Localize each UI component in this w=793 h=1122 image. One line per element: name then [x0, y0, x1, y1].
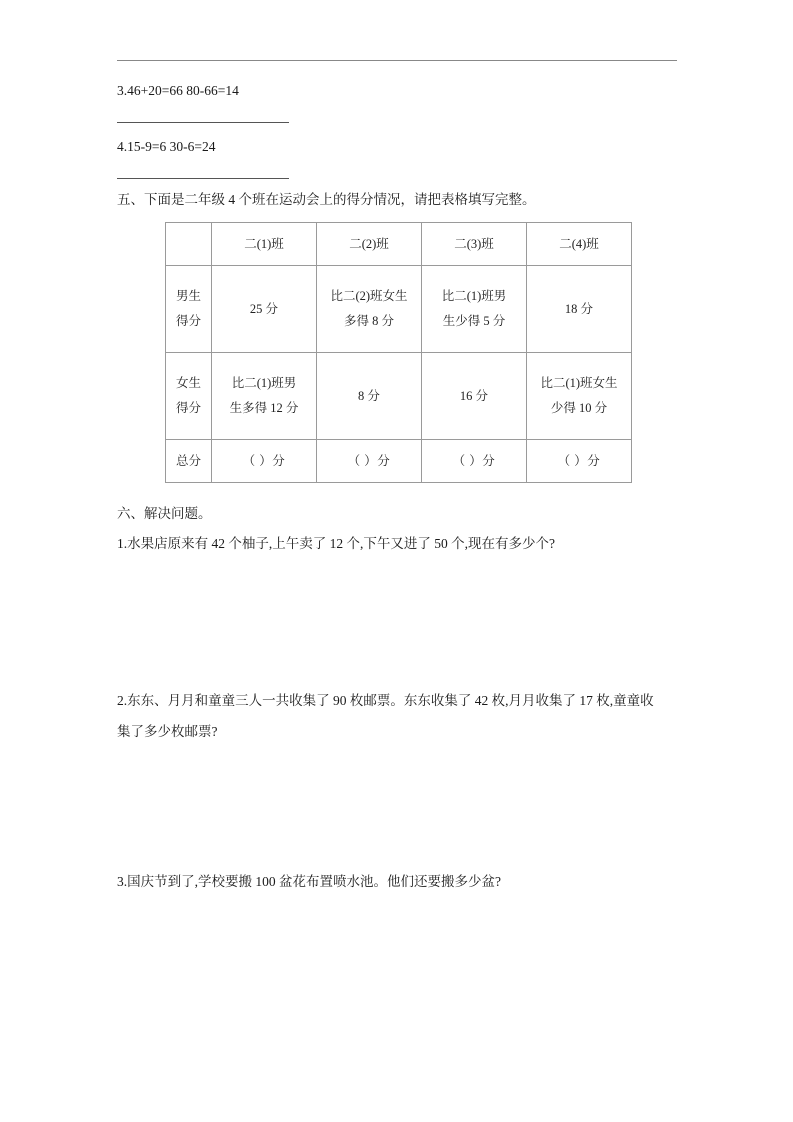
cell-line: 18 分 [564, 301, 594, 316]
table-cell-total-blank: （ ）分 [317, 440, 422, 483]
exercise-3-text: 46+20=66 80-66=14 [127, 83, 239, 98]
table-cell [422, 266, 527, 353]
problem-3-label: 3. [117, 873, 128, 889]
problem-1-text: 水果店原来有 42 个柚子,上午卖了 12 个,下午又进了 50 个,现在有多少个? [127, 536, 555, 552]
spacer [117, 158, 677, 178]
problem-3-text: 国庆节到了,学校要搬 100 盆花布置喷水池。他们还要搬多少盆? [127, 873, 501, 889]
row-label-line: 得分 [175, 401, 201, 416]
table-row-label-total: 总分 [166, 440, 212, 483]
page-content [117, 60, 677, 992]
cell-line: 比二(1)班男 [231, 376, 297, 391]
table-row-total [166, 440, 632, 483]
spacer [117, 483, 677, 503]
cell-line: 比二(1)班女生 [540, 376, 618, 391]
table-cell-total-blank: （ ）分 [527, 440, 632, 483]
score-table [165, 222, 632, 483]
cell-line: 25 分 [249, 301, 279, 316]
section-five-heading: 五、下面是二年级 4 个班在运动会上的得分情况，请把表格填写完整。 [117, 191, 536, 207]
table-cell-total-blank: （ ）分 [422, 440, 527, 483]
spacer [117, 179, 677, 189]
row-label-line: 女生 [175, 376, 201, 391]
table-cell [317, 353, 422, 440]
table-cell [212, 353, 317, 440]
table-row-label-girls [166, 353, 212, 440]
table-col-header-1: 二(1)班 [212, 223, 317, 266]
exercise-3-label: 3. [117, 83, 128, 98]
cell-line: 生多得 12 分 [229, 401, 299, 416]
spacer [117, 123, 677, 137]
cell-line: 比二(2)班女生 [330, 289, 408, 304]
exercise-3 [117, 81, 677, 102]
problem-3 [117, 871, 677, 893]
problem-1-label: 1. [117, 536, 128, 552]
exercise-4 [117, 137, 677, 158]
cell-line: 生少得 5 分 [442, 314, 506, 329]
table-corner-cell [166, 223, 212, 266]
table-cell [317, 266, 422, 353]
table-cell [527, 353, 632, 440]
row-label-line: 男生 [175, 289, 201, 304]
table-row-boys [166, 266, 632, 353]
table-cell [527, 266, 632, 353]
table-col-header-4: 二(4)班 [527, 223, 632, 266]
cell-line: 比二(1)班男 [441, 289, 507, 304]
cell-line: 多得 8 分 [343, 314, 394, 329]
table-cell [422, 353, 527, 440]
problem-2-label: 2. [117, 692, 128, 708]
row-label-line: 得分 [175, 314, 201, 329]
problem-2-work-area [117, 747, 677, 871]
table-cell-total-blank: （ ）分 [212, 440, 317, 483]
spacer [117, 61, 677, 81]
table-row-label-boys [166, 266, 212, 353]
section-six-heading: 六、解决问题。 [117, 506, 212, 522]
problem-2 [117, 685, 677, 747]
table-row-girls [166, 353, 632, 440]
problem-1-work-area [117, 555, 677, 685]
cell-line: 8 分 [358, 388, 380, 403]
exercise-4-text: 15-9=6 30-6=24 [127, 138, 216, 154]
problem-2-text-line2: 集了多少枚邮票? [117, 723, 218, 739]
problem-3-work-area [117, 892, 677, 992]
spacer [117, 525, 677, 533]
cell-line: 少得 10 分 [550, 401, 608, 416]
table-col-header-2: 二(2)班 [317, 223, 422, 266]
problem-1 [117, 533, 677, 555]
cell-line: 16 分 [459, 388, 489, 403]
table-cell [212, 266, 317, 353]
table-col-header-3: 二(3)班 [422, 223, 527, 266]
spacer [117, 102, 677, 122]
exercise-4-label: 4. [117, 138, 128, 154]
table-header-row [166, 223, 632, 266]
problem-2-text-line1: 东东、月月和童童三人一共收集了 90 枚邮票。东东收集了 42 枚,月月收集了 17 枚,童童收 [127, 692, 654, 708]
